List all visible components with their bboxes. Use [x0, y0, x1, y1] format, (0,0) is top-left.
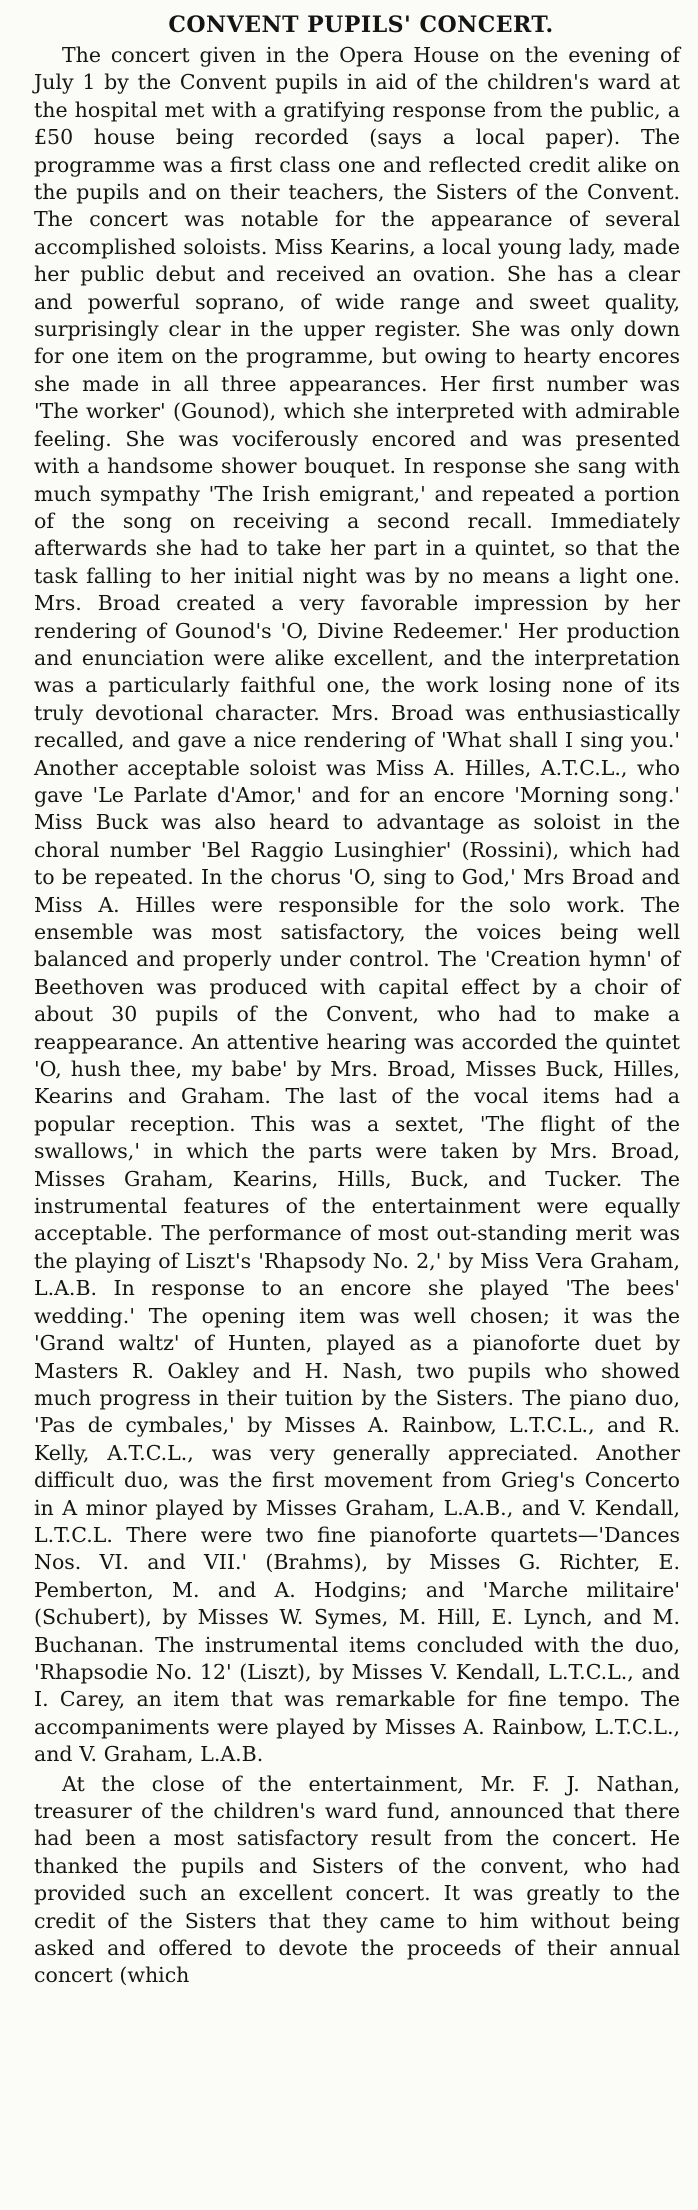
article-column — [34, 10, 680, 1990]
article-headline: CONVENT PUPILS' CONCERT. — [168, 12, 554, 38]
article-paragraph-2: At the close of the entertainment, Mr. F. J. Nathan, treasurer of the children's ward fund, announced that there had been a most satisfactory result from the concert. He thanked the pupils and Sisters of the convent, who had provided such an excellent concert. It was greatly to the credit of the Sisters that they came to him without being asked and offered to devote the proceeds of their annual concert (which — [34, 1771, 680, 1988]
article-paragraph-1: The concert given in the Opera House on the evening of July 1 by the Convent pupils in aid of the children's ward at the hospital met with a gratifying response from the public, a £50 house being recorded (says a local paper). The programme was a first class one and reflected credit alike on the pupils and on their teachers, the Sisters of the Convent. The concert was notable for the appearance of several accomplished soloists. Miss Kearins, a local young lady, made her public debut and received an ovation. She has a clear and powerful soprano, of wide range and sweet quality, surprisingly clear in the upper register. She was only down for one item on the programme, but owing to hearty encores she made in all three appearances. Her first number was 'The worker' (Gounod), which she interpreted with admirable feeling. She was vociferously encored and was presented with a handsome shower bouquet. In response she sang with much sympathy 'The Irish emigrant,' and repeated a portion of the song on receiving a second recall. Immediately afterwards she had to take her part in a quintet, so that the task falling to her initial night was by no means a light one. Mrs. Broad created a very favorable impression by her rendering of Gounod's 'O, Divine Redeemer.' Her production and enunciation were alike excellent, and the interpretation was a particularly faithful one, the work losing none of its truly devotional character. Mrs. Broad was enthusiastically recalled, and gave a nice rendering of 'What shall I sing you.' Another acceptable soloist was Miss A. Hilles, A.T.C.L., who gave 'Le Parlate d'Amor,' and for an encore 'Morning song.' Miss Buck was also heard to advantage as soloist in the choral number 'Bel Raggio Lusinghier' (Rossini), which had to be repeated. In the chorus 'O, sing to God,' Mrs Broad and Miss A. Hilles were responsible for the solo work. The ensemble was most satisfactory, the voices being well balanced and properly under control. The 'Creation hymn' of Beethoven was produced with capital effect by a choir of about 30 pupils of the Convent, who had to make a reappearance. An attentive hearing was accorded the quintet 'O, hush thee, my babe' by Mrs. Broad, Misses Buck, Hilles, Kearins and Graham. The last of the vocal items had a popular reception. This was a sextet, 'The flight of the swallows,' in which the parts were taken by Mrs. Broad, Misses Graham, Kearins, Hills, Buck, and Tucker. The instrumental features of the entertainment were equally acceptable. The performance of most out-standing merit was the playing of Liszt's 'Rhapsody No. 2,' by Miss Vera Graham, L.A.B. In response to an encore she played 'The bees' wedding.' The opening item was well chosen; it was the 'Grand waltz' of Hunten, played as a pianoforte duet by Masters R. Oakley and H. Nash, two pupils who showed much progress in their tuition by the Sisters. The piano duo, 'Pas de cymbales,' by Misses A. Rainbow, L.T.C.L., and R. Kelly, A.T.C.L., was very generally appreciated. Another difficult duo, was the first movement from Grieg's Concerto in A minor played by Misses Graham, L.A.B., and V. Kendall, L.T.C.L. There were two fine pianoforte quartets—'Dances Nos. VI. and VII.' (Brahms), by Misses G. Richter, E. Pemberton, M. and A. Hodgins; and 'Marche militaire' (Schubert), by Misses W. Symes, M. Hill, E. Lynch, and M. Buchanan. The instrumental items concluded with the duo, 'Rhapsodie No. 12' (Liszt), by Misses V. Kendall, L.T.C.L., and I. Carey, an item that was remarkable for fine tempo. The accompaniments were played by Misses A. Rainbow, L.T.C.L., and V. Graham, L.A.B. — [34, 43, 680, 1767]
